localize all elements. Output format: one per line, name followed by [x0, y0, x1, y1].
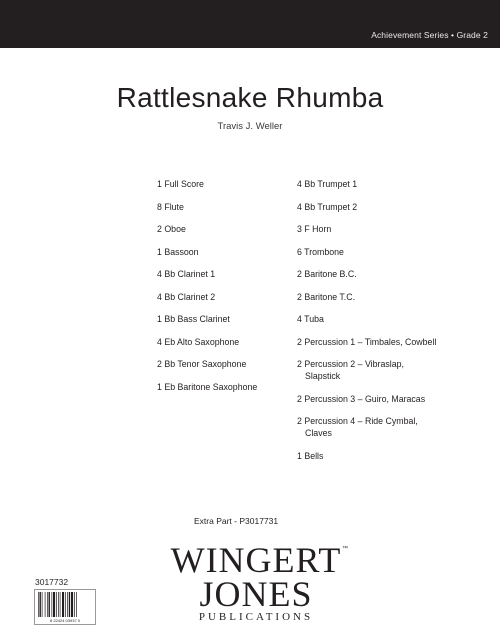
- part-item-line: 6 Trombone: [297, 246, 344, 257]
- part-item: 1 Eb Baritone Saxophone: [157, 381, 258, 392]
- barcode-bar: [58, 592, 59, 617]
- logo-publications: PUBLICATIONS: [198, 611, 314, 623]
- part-item: [297, 201, 472, 213]
- part-item: 8 Flute: [157, 201, 184, 212]
- barcode-bar: [45, 592, 46, 617]
- part-item: 4 Bb Clarinet 2: [157, 291, 216, 302]
- header-bar: [0, 0, 500, 48]
- part-item: [297, 268, 472, 280]
- part-item: [297, 291, 472, 303]
- barcode-digits: 8 22424 03937 0: [49, 618, 81, 623]
- part-item: 2 Bb Tenor Saxophone: [157, 359, 247, 369]
- part-item: [297, 415, 472, 439]
- part-item-continuation: Slapstick: [305, 371, 341, 381]
- part-item-line: 4 Bb Trumpet 1: [297, 179, 358, 189]
- part-item: 2 Oboe: [157, 224, 186, 234]
- part-item-line: 2 Percussion 4 – Ride Cymbal,: [297, 416, 418, 426]
- part-item: [297, 223, 472, 235]
- barcode-bar: [74, 592, 75, 617]
- barcode-bar: [47, 592, 48, 617]
- barcode-bar: [60, 592, 61, 617]
- barcode-bar: [76, 592, 77, 617]
- barcode-graphic: [35, 590, 95, 624]
- barcode-bar: [67, 592, 68, 617]
- part-item: 4 Eb Alto Saxophone: [157, 336, 240, 347]
- part-item-line: 2 Percussion 1 – Timbales, Cowbell: [297, 336, 437, 347]
- part-item: 4 Bb Clarinet 1: [157, 269, 216, 279]
- trademark-symbol: ™: [342, 546, 348, 552]
- part-item: [297, 336, 472, 348]
- instrumentation-right-column: [297, 178, 472, 472]
- part-item-line: 2 Percussion 2 – Vibraslap,: [297, 359, 404, 369]
- barcode-bar: [56, 592, 57, 617]
- part-item-line: 2 Baritone T.C.: [297, 291, 356, 302]
- composer-name: Travis J. Weller: [217, 121, 283, 132]
- part-item: [297, 450, 472, 462]
- barcode-bar: [71, 592, 73, 617]
- barcode-bar: [38, 592, 39, 617]
- part-item-line: 1 Bells: [297, 450, 324, 461]
- part-item-line: 2 Percussion 3 – Guiro, Maracas: [297, 393, 426, 404]
- part-item: [297, 358, 472, 382]
- part-item: [297, 246, 472, 258]
- page-title: Rattlesnake Rhumba: [116, 82, 384, 113]
- barcode-bar: [53, 592, 55, 617]
- barcode: [34, 589, 96, 625]
- publisher-logo: [156, 540, 356, 628]
- barcode-bar: [52, 592, 53, 617]
- instrumentation-left-column: [157, 178, 287, 403]
- part-item: 1 Bb Bass Clarinet: [157, 314, 230, 324]
- logo-jones: JONES: [199, 574, 313, 614]
- part-item: [297, 178, 472, 190]
- extra-part-label: Extra Part - P3017731: [194, 516, 279, 526]
- part-item: 1 Full Score: [157, 179, 204, 189]
- part-item-line: 2 Baritone B.C.: [297, 269, 357, 279]
- part-item: [297, 313, 472, 325]
- barcode-bar: [69, 592, 70, 617]
- catalog-number: 3017732: [35, 577, 69, 587]
- part-item-line: 3 F Horn: [297, 224, 332, 234]
- barcode-bar: [42, 592, 43, 617]
- logo-wingert: WINGERT: [170, 540, 342, 580]
- series-label: Achievement Series • Grade 2: [371, 30, 488, 40]
- part-item: 1 Bassoon: [157, 246, 199, 257]
- part-item-line: 4 Bb Trumpet 2: [297, 201, 358, 212]
- barcode-bar: [49, 592, 50, 617]
- part-item-line: 4 Tuba: [297, 314, 324, 324]
- barcode-bar: [65, 592, 66, 617]
- part-item-continuation: Claves: [305, 428, 332, 438]
- part-item: [297, 393, 472, 405]
- barcode-bar: [62, 592, 64, 617]
- barcode-bar: [40, 592, 41, 617]
